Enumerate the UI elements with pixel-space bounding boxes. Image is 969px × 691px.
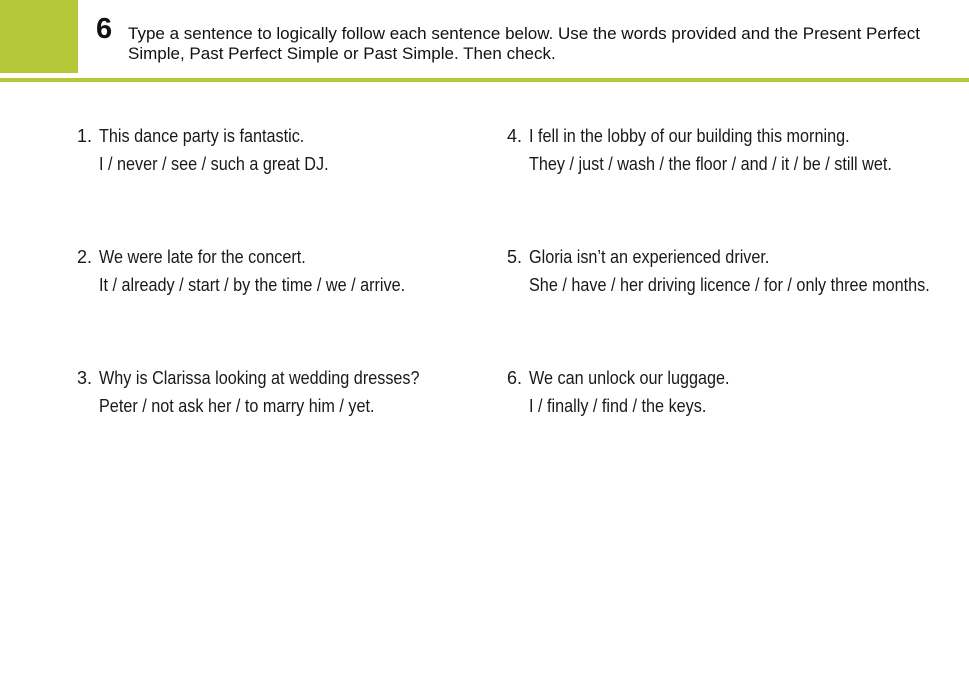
item-sentence: This dance party is fantastic. — [99, 126, 305, 146]
exercise-item — [507, 364, 752, 420]
item-number: 5. — [507, 247, 523, 267]
exercise-item — [507, 122, 932, 178]
exercise-item — [77, 364, 455, 420]
item-prompt: It / already / start / by the time / we / arrive. — [99, 275, 406, 295]
item-prompt: They / just / wash / the floor / and / it / be / still wet. — [529, 154, 892, 174]
exercise-number: 6 — [96, 13, 113, 45]
exercise-item — [507, 243, 969, 299]
exercise-item — [77, 122, 354, 178]
item-prompt: She / have / her driving licence / for / only three months. — [529, 275, 930, 295]
item-sentence: We can unlock our luggage. — [529, 368, 730, 388]
exercise-item — [77, 243, 439, 299]
item-number: 3. — [77, 368, 93, 388]
item-number: 2. — [77, 247, 93, 267]
item-number: 4. — [507, 126, 523, 146]
item-sentence: Why is Clarissa looking at wedding dresses? — [99, 368, 420, 388]
header-divider — [0, 78, 969, 82]
item-sentence: I fell in the lobby of our building this morning. — [529, 126, 850, 146]
item-sentence: Gloria isn’t an experienced driver. — [529, 247, 770, 267]
item-number: 1. — [77, 126, 93, 146]
header-accent-block — [0, 0, 78, 73]
item-prompt: I / never / see / such a great DJ. — [99, 154, 329, 174]
exercise-instructions: Type a sentence to logically follow each sentence below. Use the words provided and the Present Perfect Simple, Past Perfect Simple or Past Simple. Then check. — [128, 24, 920, 63]
item-number: 6. — [507, 368, 523, 388]
item-sentence: We were late for the concert. — [99, 247, 306, 267]
item-prompt: I / finally / find / the keys. — [529, 396, 707, 416]
item-prompt: Peter / not ask her / to marry him / yet. — [99, 396, 375, 416]
